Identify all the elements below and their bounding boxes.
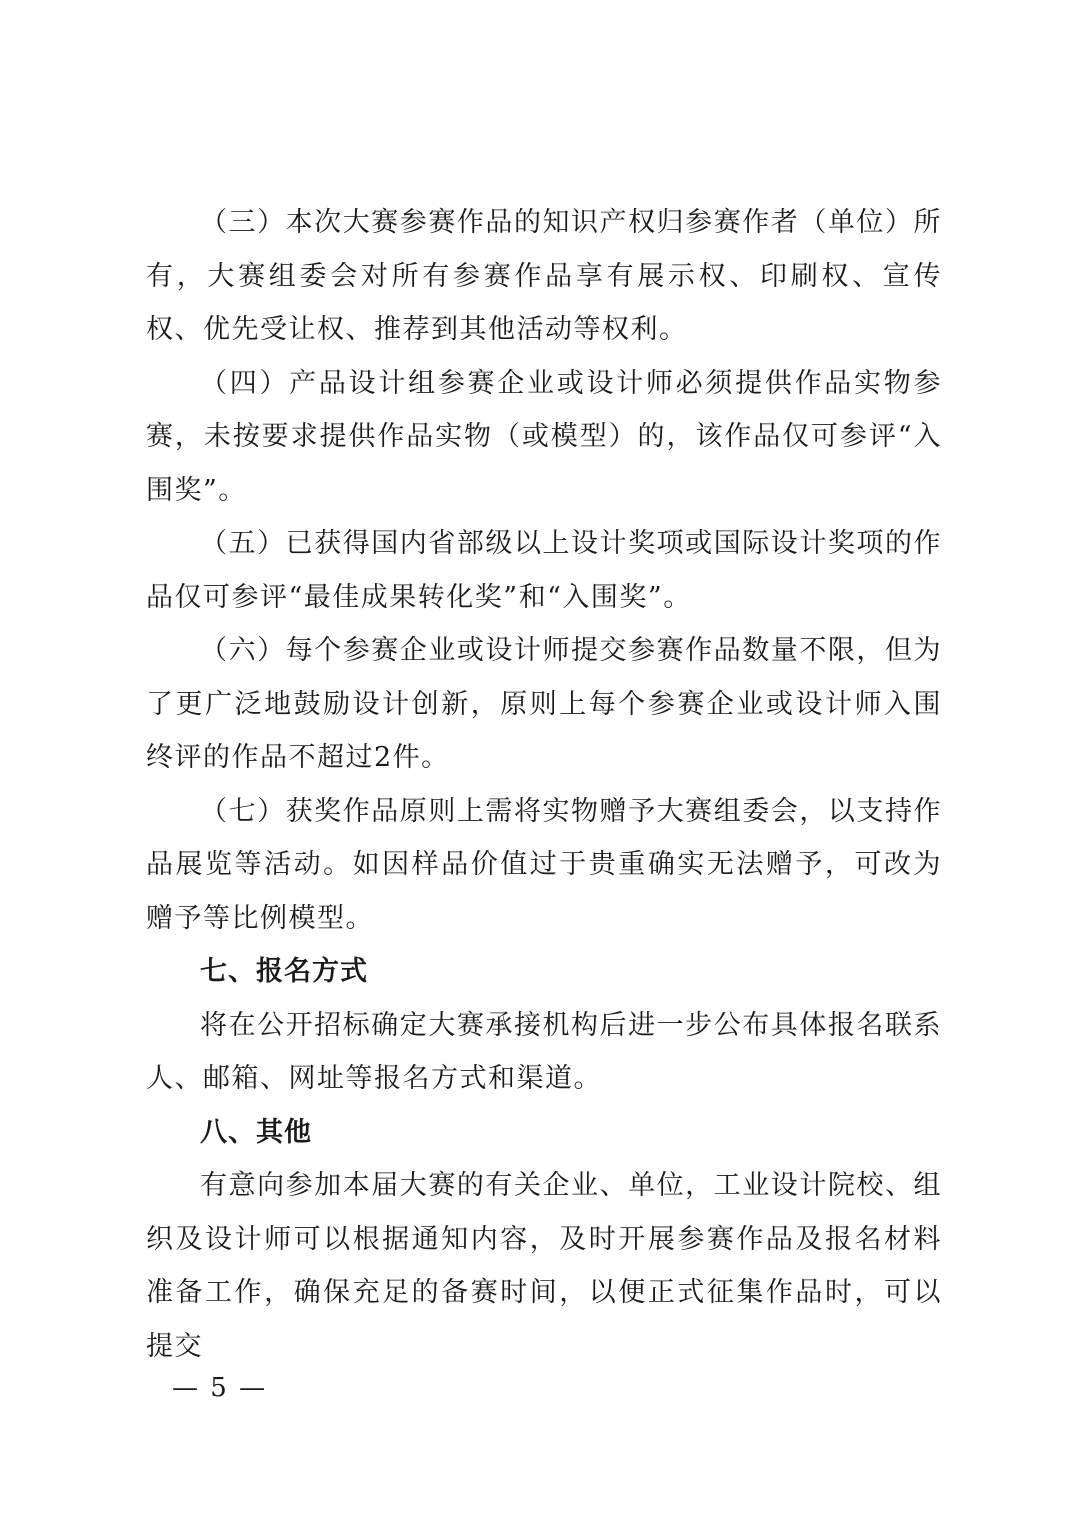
paragraph-submission-limit: （六）每个参赛企业或设计师提交参赛作品数量不限，但为了更广泛地鼓励设计创新，原则上每个参赛企业或设计师入围终评的作品不超过2件。 <box>146 635 942 773</box>
paragraph-ip-rights: （三）本次大赛参赛作品的知识产权归参赛作者（单位）所有，大赛组委会对所有参赛作品享有展示权、印刷权、宣传权、优先受让权、推荐到其他活动等权利。 <box>146 207 942 345</box>
section-heading-other: 八、其他 <box>200 1116 312 1148</box>
paragraph-product-samples: （四）产品设计组参赛企业或设计师必须提供作品实物参赛，未按要求提供作品实物（或模型）的，该作品仅可参评“入围奖”。 <box>146 367 942 506</box>
paragraph-prior-awards: （五）已获得国内省部级以上设计奖项或国际设计奖项的作品仅可参评“最佳成果转化奖”和“入围奖”。 <box>146 528 942 613</box>
document-body <box>146 196 942 1373</box>
page-number: — 5 — <box>172 1373 268 1403</box>
section-heading-registration: 七、报名方式 <box>200 956 368 987</box>
paragraph-other: 有意向参加本届大赛的有关企业、单位，工业设计院校、组织及设计师可以根据通知内容，及时开展参赛作品及报名材料准备工作，确保充足的备赛时间，以便正式征集作品时，可以提交 <box>146 1170 942 1362</box>
paragraph-award-donation: （七）获奖作品原则上需将实物赠予大赛组委会，以支持作品展览等活动。如因样品价值过于贵重确实无法赠予，可改为赠予等比例模型。 <box>146 795 942 934</box>
paragraph-registration: 将在公开招标确定大赛承接机构后进一步公布具体报名联系人、邮箱、网址等报名方式和渠道。 <box>146 1009 942 1094</box>
